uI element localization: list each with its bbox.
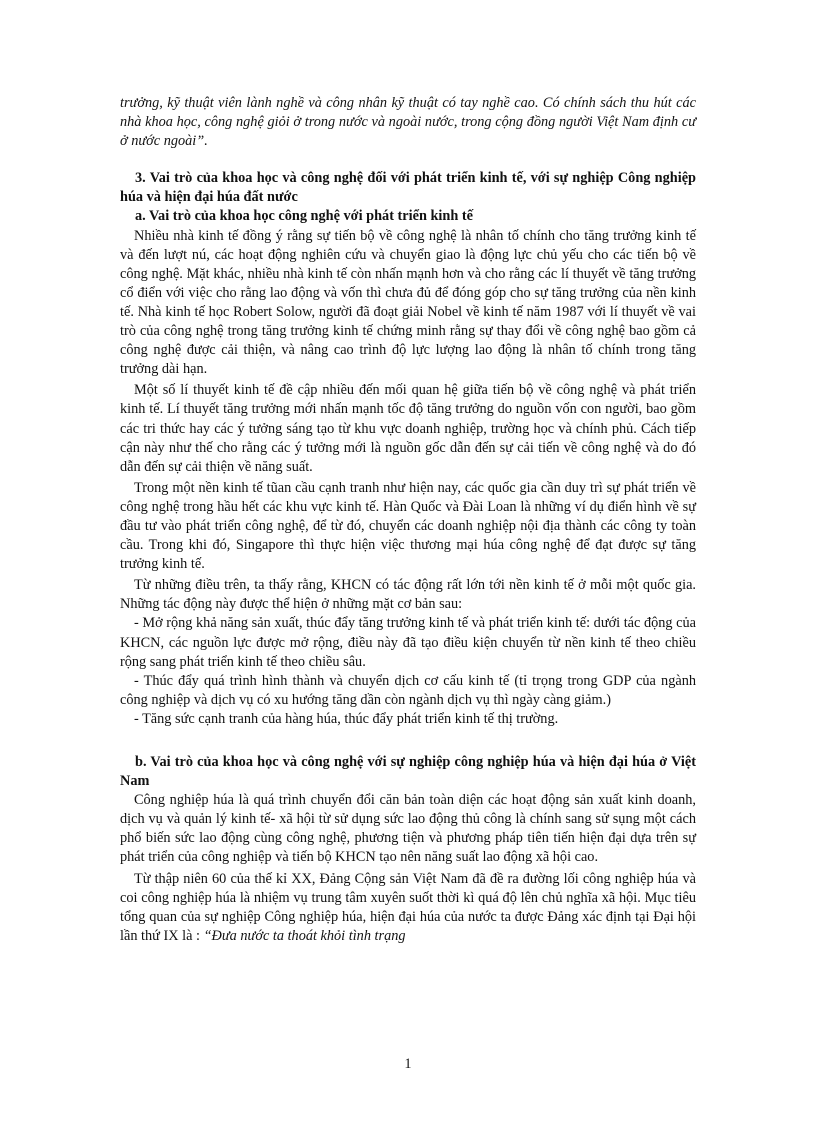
bullet-item: - Tăng sức cạnh tranh của hàng húa, thúc đẩy phát triển kinh tế thị trường. (134, 710, 559, 727)
page-number: 1 (404, 1056, 412, 1072)
bullet-item: - Mở rộng khả năng sản xuất, thúc đẩy tăng trưởng kinh tế và phát triển kinh tế: dưới tác động của KHCN, các nguồn lực được mở rộng, điều này đã tạo điều kiện chuyển từ nền kinh tế theo chiều rộng sang phát triển kinh tế theo chiều sâu. (120, 615, 696, 670)
paragraph-lead-text: Từ thập niên 60 của thế kỉ XX, Đảng Cộng sản Việt Nam đã đề ra đường lối công nghiệp húa và coi công nghiệp húa là nhiệm vụ trung tâm xuyên suốt thời kì quá độ lên chủ nghĩa xã hội. Mục tiêu tổng quan của sự nghiệp Công nghiệp húa, hiện đại húa của nước ta được Đảng xác định tại Đại hội lần thứ IX là : (120, 870, 696, 944)
paragraph: Nhiều nhà kinh tế đồng ý rằng sự tiến bộ về công nghệ là nhân tố chính cho tăng trưởng kinh tế và đến lượt nú, các hoạt động nghiên cứu và chuyển giao là động lực chủ yếu cho các tiến bộ về công nghệ. Mặt khác, nhiều nhà kinh tế còn nhấn mạnh hơn và cho rằng các lí thuyết về tăng trưởng cổ điển với việc cho rằng lao động và vốn thì chưa đủ để đóng góp cho sự tăng trưởng của nền kinh tế. Nhà kinh tế học Robert Solow, người đã đoạt giải Nobel về kinh tế năm 1987 với lí thuyết về vai trò của công nghệ trong tăng trưởng kinh tế chứng minh rằng sự thay đổi về công nghệ bao gồm cả công nghệ được cải thiện, và nâng cao trình độ lực lượng lao động là nhân tố chính trong tăng trưởng dài hạn. (120, 227, 696, 378)
paragraph: Trong một nền kinh tế tũan cầu cạnh tranh như hiện nay, các quốc gia cần duy trì sự phát triển về công nghệ trong hầu hết các khu vực kinh tế. Hàn Quốc và Đài Loan là những ví dụ điển hình về sự đầu tư vào phát triển công nghệ, để từ đó, chuyển các doanh nghiệp nội địa thành các công ty toàn cầu. Trong khi đó, Singapore thì thực hiện việc thương mại húa công nghệ để đạt được sự tăng trưởng kinh tế. (120, 479, 696, 573)
paragraph: Từ những điều trên, ta thấy rằng, KHCN có tác động rất lớn tới nền kinh tế ở mỗi một quốc gia. Những tác động này được thể hiện ở những mặt cơ bản sau: (120, 577, 696, 613)
intro-paragraph: trưởng, kỹ thuật viên lành nghề và công nhân kỹ thuật có tay nghề cao. Có chính sách thu hút các nhà khoa học, công nghệ giỏi ở trong nước và ngoài nước, trong cộng đồng người Việt Nam định cư ở nước ngoài”. (120, 95, 696, 150)
bullet-item: - Thúc đẩy quá trình hình thành và chuyển dịch cơ cấu kinh tế (tỉ trọng trong GDP của ngành công nghiệp và dịch vụ có xu hướng tăng dần còn ngành dịch vụ thì ngày càng giảm.) (120, 672, 696, 708)
paragraph: Một số lí thuyết kinh tế đề cập nhiều đến mối quan hệ giữa tiến bộ về công nghệ và phát triển kinh tế. Lí thuyết tăng trưởng mới nhấn mạnh tốc độ tăng trưởng do nguồn vốn con người, bao gồm các tri thức hay các ý tưởng sáng tạo từ khu vực doanh nghiệp, trường học và chính phủ. Cách tiếp cận này như thế cho rằng các ý tưởng mới là nguồn gốc dẫn đến sự cải tiến về công nghệ và do đó dẫn đến sự cải thiện về năng suất. (120, 382, 696, 475)
section-3-heading: 3. Vai trò của khoa học và công nghệ đối với phát triển kinh tế, với sự nghiệp Công nghiệp húa và hiện đại húa đất nước (120, 170, 696, 206)
subsection-a-heading: a. Vai trò của khoa học công nghệ với phát triển kinh tế (135, 208, 473, 225)
quote-text: “Đưa nước ta thoát khỏi tình trạng (203, 927, 406, 944)
paragraph: Công nghiệp húa là quá trình chuyển đổi căn bản toàn diện các hoạt động sản xuất kinh doanh, dịch vụ và quản lý kinh tế- xã hội từ sử dụng sức lao động thủ công là chính sang sử sụng một cách phổ biến sức lao động cùng công nghệ, phương tiện và phương pháp tiên tiến hiện đại dựa trên sự phát triển của công nghiệp và tiến bộ KHCN tạo nên năng suất lao động xã hội cao. (120, 792, 696, 866)
paragraph (120, 870, 696, 946)
subsection-b-heading: b. Vai trò của khoa học và công nghệ với sự nghiệp công nghiệp húa và hiện đại húa ở Việt Nam (120, 754, 696, 790)
